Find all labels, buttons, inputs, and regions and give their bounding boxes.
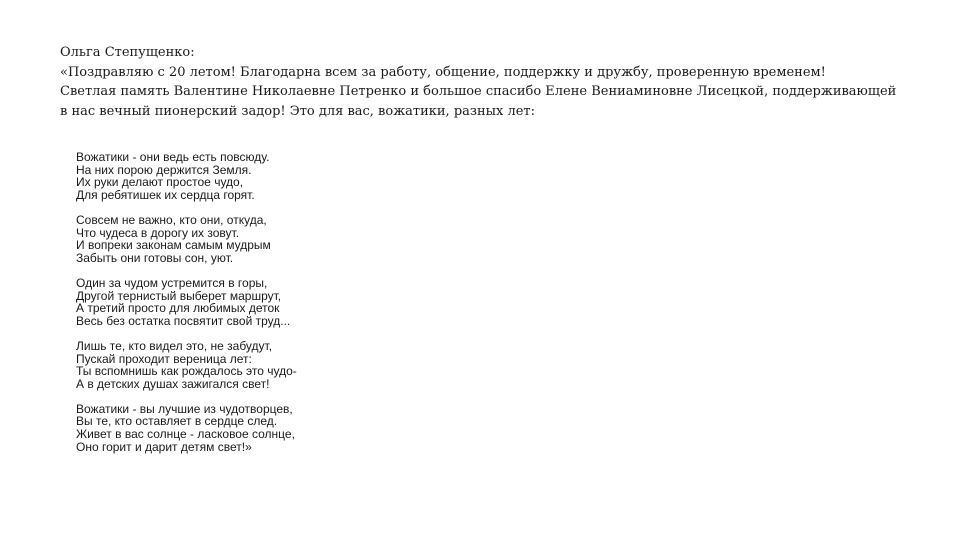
poem-line: А третий просто для любимых деток (76, 301, 280, 316)
poem-line: Весь без остатка посвятит свой труд... (76, 313, 291, 328)
poem (76, 151, 476, 466)
poem-line: Пускай проходит вереница лет: (76, 351, 252, 366)
poem-line: А в детских душах зажигался свет! (76, 376, 270, 391)
poem-line: Совсем не важно, кто они, откуда, (76, 212, 267, 227)
poem-line: На них порою держится Земля. (76, 162, 252, 177)
poem-line: Другой тернистый выберет маршрут, (76, 288, 282, 303)
poem-line: Для ребятишек их сердца горят. (76, 187, 255, 202)
poem-line: Живет в вас солнце - ласковое солнце, (76, 427, 295, 442)
poem-line: Один за чудом устремится в горы, (76, 275, 268, 290)
poem-line: Что чудеса в дорогу их зовут. (76, 225, 240, 240)
poem-line: Забыть они готовы сон, уют. (76, 250, 234, 265)
author-line: Ольга Степущенко: (60, 45, 195, 60)
poem-line: Оно горит и дарит детям свет!» (76, 439, 252, 454)
poem-stanza (76, 340, 476, 390)
poem-line: И вопреки законам самым мудрым (76, 238, 271, 253)
poem-line: Вожатики - они ведь есть повсюду. (76, 150, 270, 164)
poem-line: Вы те, кто оставляет в сердце след. (76, 414, 278, 429)
intro-line: Светлая память Валентине Николаевне Петренко и большое спасибо Елене Вениаминовне Лисецкой, поддерживающей (60, 84, 897, 99)
poem-stanza (76, 151, 476, 201)
intro-line: в нас вечный пионерский задор! Это для вас, вожатики, разных лет: (60, 103, 535, 119)
intro-line: «Поздравляю с 20 летом! Благодарна всем за работу, общение, поддержку и дружбу, проверенную временем! (60, 64, 826, 80)
poem-stanza (76, 214, 476, 264)
poem-line: Их руки делают простое чудо, (76, 175, 244, 190)
poem-line: Ты вспомнишь как рождалось это чудо- (76, 364, 297, 379)
poem-stanza (76, 403, 476, 453)
intro-text (60, 43, 940, 121)
poem-line: Лишь те, кто видел это, не забудут, (76, 338, 273, 353)
poem-stanza (76, 277, 476, 327)
poem-line: Вожатики - вы лучшие из чудотворцев, (76, 401, 293, 416)
